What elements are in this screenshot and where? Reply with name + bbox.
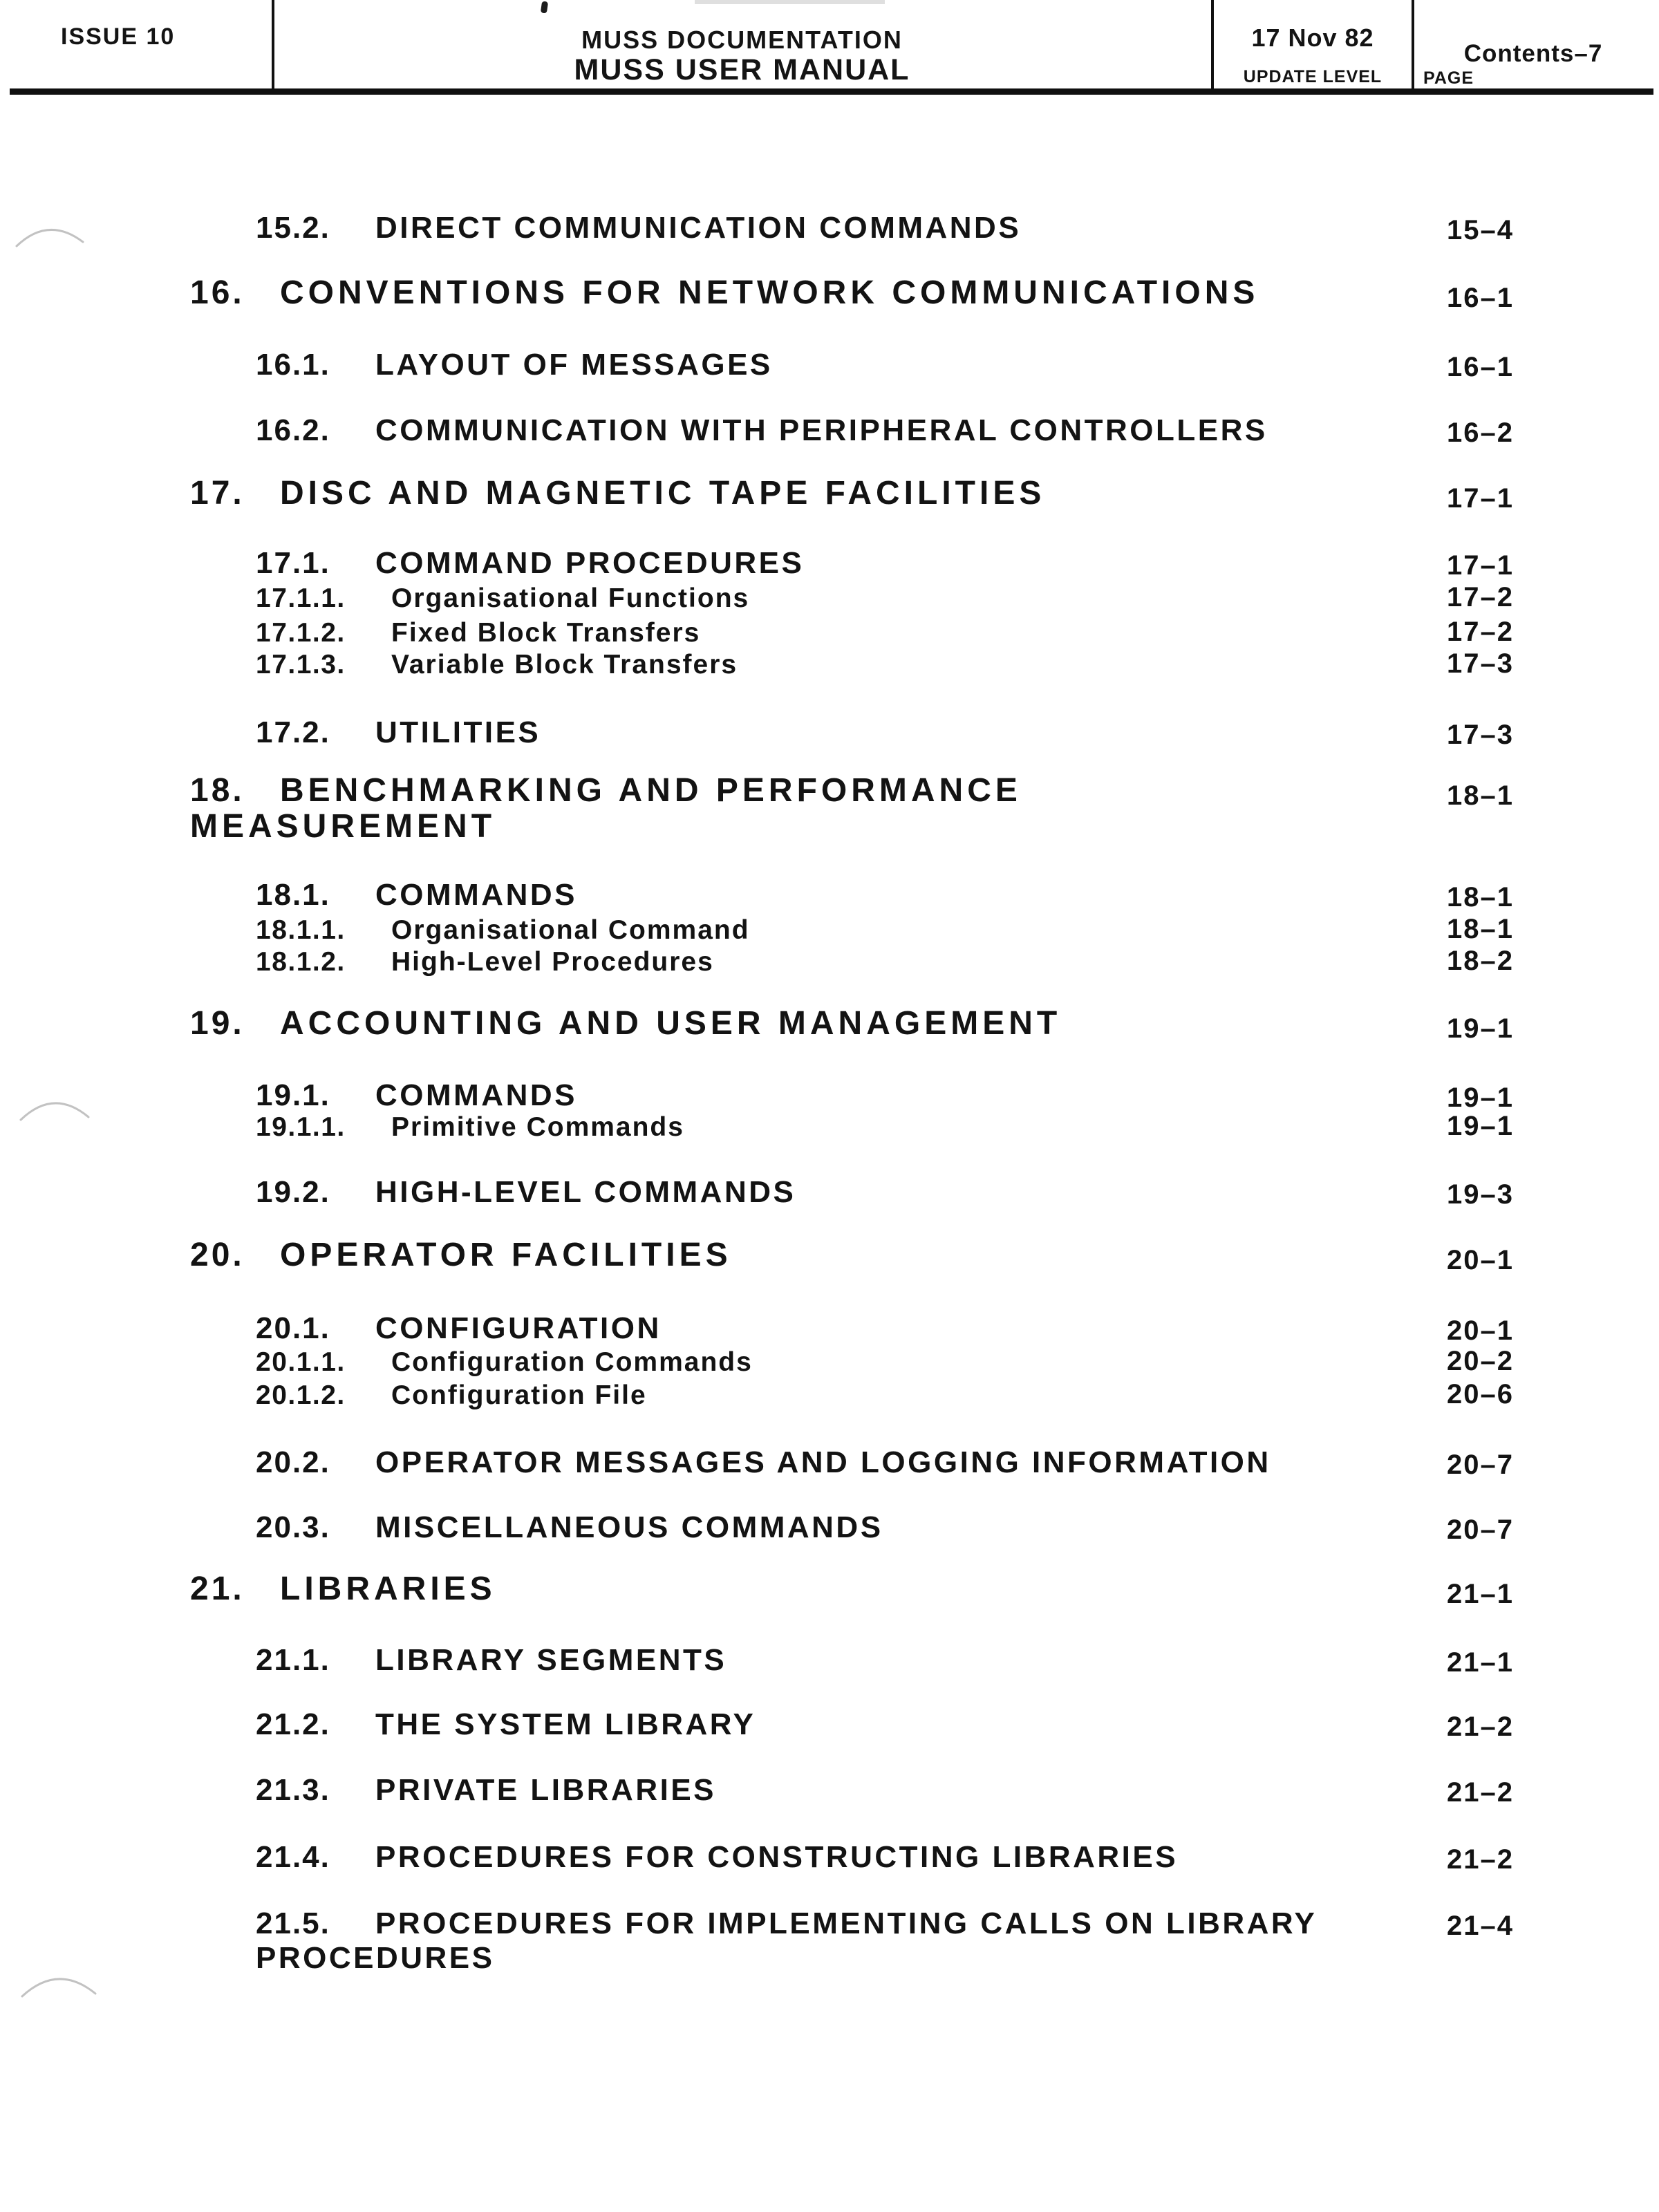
section-page-number: 18–2	[1447, 946, 1514, 976]
section-page-number: 21–2	[1447, 1712, 1514, 1742]
section-title: THE SYSTEM LIBRARY	[375, 1707, 756, 1741]
section-title: UTILITIES	[375, 715, 541, 749]
toc-entry	[256, 946, 1514, 979]
toc-entry	[256, 1311, 1514, 1346]
update-level-label: UPDATE LEVEL	[1243, 67, 1382, 86]
section-number: 17.1.2.	[256, 618, 346, 648]
pen-mark	[14, 214, 90, 253]
toc-entry	[256, 648, 1514, 682]
header-rule	[10, 88, 1653, 95]
section-number: 17.1.1.	[256, 583, 346, 613]
section-number: 19.1.1.	[256, 1112, 346, 1142]
toc-entry	[256, 546, 1514, 581]
section-title: Configuration Commands	[391, 1347, 753, 1377]
section-number: 17.	[190, 475, 245, 512]
update-date: 17 Nov 82	[1251, 24, 1374, 52]
section-page-number: 21–2	[1447, 1844, 1514, 1875]
section-number: 16.2.	[256, 413, 330, 447]
section-number: 21.1.	[256, 1643, 330, 1677]
scan-speck	[541, 1, 548, 13]
section-number: 21.	[190, 1571, 245, 1607]
section-title: COMMUNICATION WITH PERIPHERAL CONTROLLERS	[375, 413, 1268, 447]
section-number: 18.1.1.	[256, 915, 346, 945]
toc-entry	[190, 772, 1514, 845]
section-page-number: 15–4	[1447, 215, 1514, 245]
section-title: COMMANDS	[375, 878, 577, 912]
section-number: 18.1.2.	[256, 947, 346, 977]
section-title: BENCHMARKING AND PERFORMANCE MEASUREMENT	[190, 772, 1022, 845]
toc-entry	[256, 1078, 1514, 1113]
section-number: 16.	[190, 274, 245, 311]
scan-smudge	[695, 0, 885, 4]
section-number: 20.	[190, 1237, 245, 1273]
toc-entry	[256, 1840, 1514, 1875]
section-page-number: 21–1	[1447, 1579, 1514, 1609]
pen-mark	[18, 1087, 94, 1125]
section-page-number: 17–1	[1447, 483, 1514, 514]
toc-entry	[256, 878, 1514, 912]
pen-mark	[19, 1962, 102, 2003]
section-page-number: 17–2	[1447, 582, 1514, 612]
section-page-number: 17–2	[1447, 617, 1514, 647]
document-title	[273, 26, 1211, 86]
section-number: 19.	[190, 1005, 245, 1042]
toc-entry	[256, 1379, 1514, 1412]
section-page-number: 18–1	[1447, 914, 1514, 944]
section-number: 21.5.	[256, 1906, 330, 1940]
section-number: 20.1.2.	[256, 1380, 346, 1410]
section-title: DISC AND MAGNETIC TAPE FACILITIES	[280, 475, 1046, 512]
toc-entry	[256, 1773, 1514, 1808]
section-page-number: 16–2	[1447, 418, 1514, 448]
toc-entry	[256, 1445, 1514, 1480]
toc-entry	[256, 582, 1514, 615]
toc-entry	[256, 1906, 1514, 1976]
section-number: 20.1.	[256, 1311, 330, 1345]
section-title: Variable Block Transfers	[391, 650, 738, 679]
section-title: OPERATOR FACILITIES	[280, 1237, 732, 1273]
section-title: Configuration File	[391, 1380, 647, 1410]
section-page-number: 17–3	[1447, 720, 1514, 750]
toc-entry	[256, 1175, 1514, 1210]
section-number: 21.2.	[256, 1707, 330, 1741]
section-page-number: 19–1	[1447, 1082, 1514, 1113]
toc-entry	[256, 348, 1514, 382]
section-number: 18.1.	[256, 878, 330, 912]
toc-entry	[190, 1571, 1514, 1609]
update-level-cell	[1214, 0, 1412, 91]
section-number: 17.1.3.	[256, 650, 346, 679]
section-title: PROCEDURES FOR IMPLEMENTING CALLS ON LIBRARY PROCEDURES	[256, 1906, 1317, 1975]
section-page-number: 19–1	[1447, 1013, 1514, 1044]
section-title: HIGH-LEVEL COMMANDS	[375, 1175, 796, 1209]
section-title: Organisational Command	[391, 915, 750, 945]
section-page-number: 20–6	[1447, 1379, 1514, 1409]
toc-entry	[256, 413, 1514, 448]
section-title: LAYOUT OF MESSAGES	[375, 348, 773, 382]
section-page-number: 16–1	[1447, 283, 1514, 313]
section-number: 21.3.	[256, 1773, 330, 1807]
section-title: High-Level Procedures	[391, 947, 714, 977]
section-page-number: 20–7	[1447, 1450, 1514, 1480]
section-title: Organisational Functions	[391, 583, 750, 613]
contents-page-number: Contents–7	[1463, 40, 1603, 67]
toc-entry	[190, 1237, 1514, 1275]
toc-entry	[256, 1643, 1514, 1678]
section-page-number: 19–3	[1447, 1179, 1514, 1210]
section-page-number: 21–2	[1447, 1777, 1514, 1808]
toc-entry	[256, 1707, 1514, 1742]
section-page-number: 18–1	[1447, 882, 1514, 912]
doc-title-line1: MUSS DOCUMENTATION	[581, 26, 903, 54]
section-page-number: 16–1	[1447, 352, 1514, 382]
section-page-number: 17–3	[1447, 648, 1514, 679]
section-page-number: 20–7	[1447, 1515, 1514, 1545]
section-title: OPERATOR MESSAGES AND LOGGING INFORMATION	[375, 1445, 1271, 1479]
section-title: ACCOUNTING AND USER MANAGEMENT	[280, 1005, 1062, 1042]
section-title: PRIVATE LIBRARIES	[375, 1773, 717, 1807]
section-number: 21.4.	[256, 1840, 330, 1874]
section-number: 16.1.	[256, 348, 330, 382]
section-title: CONVENTIONS FOR NETWORK COMMUNICATIONS	[280, 274, 1259, 311]
section-page-number: 20–2	[1447, 1346, 1514, 1376]
section-page-number: 19–1	[1447, 1111, 1514, 1141]
section-number: 19.1.	[256, 1078, 330, 1112]
section-page-number: 20–1	[1447, 1315, 1514, 1346]
toc-entry	[256, 914, 1514, 947]
section-title: COMMAND PROCEDURES	[375, 546, 805, 580]
section-number: 20.3.	[256, 1510, 330, 1544]
section-title: LIBRARIES	[280, 1571, 496, 1607]
issue-label: ISSUE 10	[61, 24, 176, 50]
section-number: 15.2.	[256, 211, 330, 245]
section-page-number: 18–1	[1447, 780, 1514, 811]
section-page-number: 17–1	[1447, 550, 1514, 581]
section-title: LIBRARY SEGMENTS	[375, 1643, 727, 1677]
section-title: DIRECT COMMUNICATION COMMANDS	[375, 211, 1022, 245]
section-page-number: 20–1	[1447, 1245, 1514, 1275]
section-title: COMMANDS	[375, 1078, 577, 1112]
section-number: 17.2.	[256, 715, 330, 749]
toc-entry	[256, 211, 1514, 245]
section-title: CONFIGURATION	[375, 1311, 662, 1345]
toc-entry	[256, 1111, 1514, 1144]
section-number: 17.1.	[256, 546, 330, 580]
page-label: PAGE	[1423, 68, 1474, 88]
toc-entry	[256, 1510, 1514, 1545]
toc-entry	[190, 1005, 1514, 1044]
section-title: Primitive Commands	[391, 1112, 684, 1142]
toc-entry	[256, 715, 1514, 750]
section-page-number: 21–1	[1447, 1647, 1514, 1678]
toc-entry	[256, 617, 1514, 650]
toc-entry	[190, 274, 1514, 313]
section-number: 18.	[190, 772, 245, 809]
page-cell	[1412, 0, 1654, 91]
section-page-number: 21–4	[1447, 1911, 1514, 1941]
toc-entry	[190, 475, 1514, 514]
section-number: 20.1.1.	[256, 1347, 346, 1377]
section-number: 19.2.	[256, 1175, 330, 1209]
toc-entry	[256, 1346, 1514, 1379]
section-title: Fixed Block Transfers	[391, 618, 701, 648]
section-number: 20.2.	[256, 1445, 330, 1479]
section-title: MISCELLANEOUS COMMANDS	[375, 1510, 883, 1544]
section-title: PROCEDURES FOR CONSTRUCTING LIBRARIES	[375, 1840, 1179, 1874]
doc-title-line2: MUSS USER MANUAL	[574, 53, 910, 86]
